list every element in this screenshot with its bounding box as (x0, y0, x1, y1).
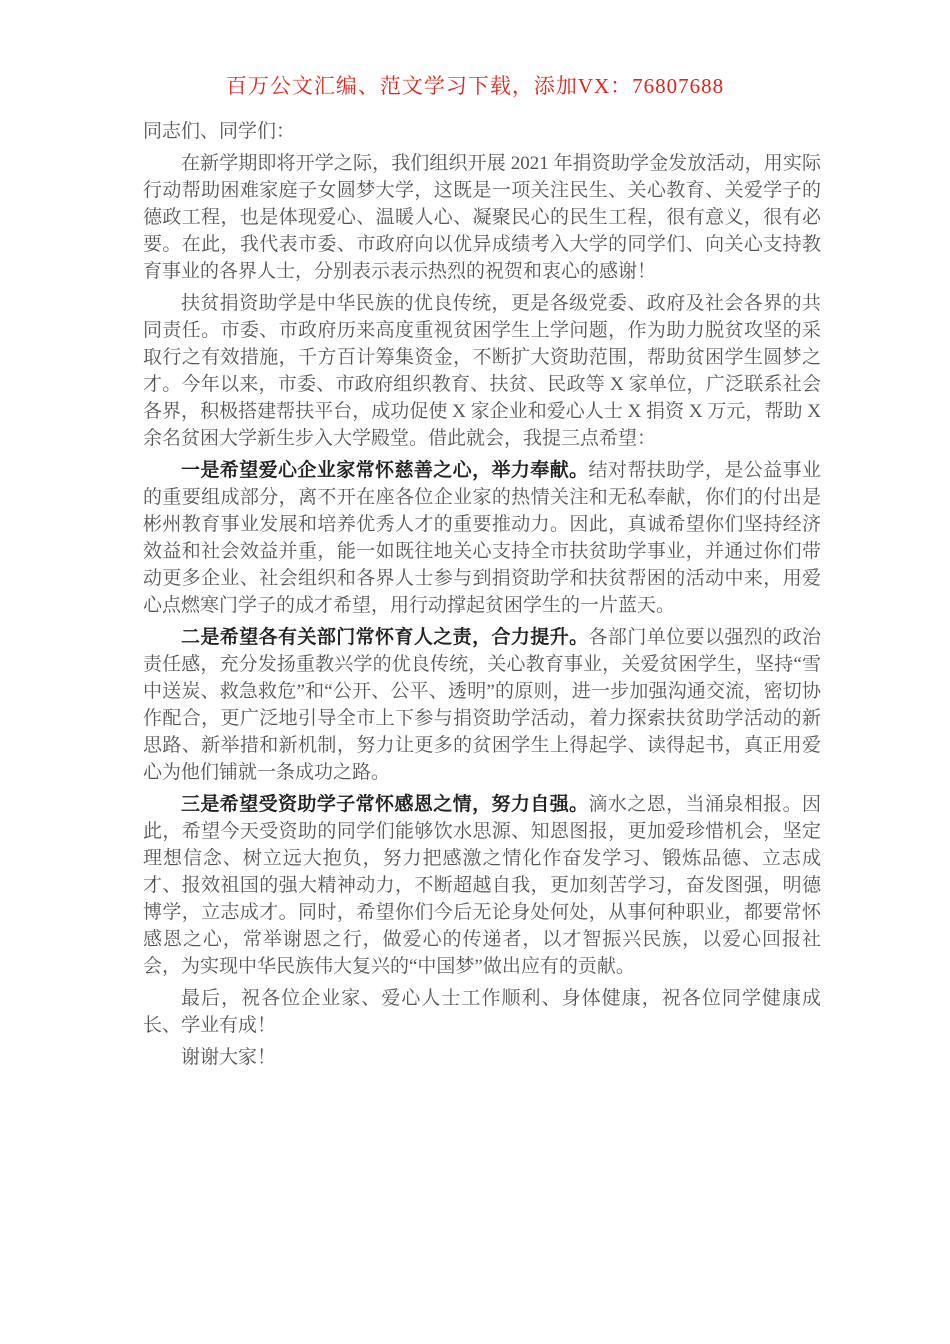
paragraph-hope-3-text: 滴水之恩，当涌泉相报。因此，希望今天受资助的同学们能够饮水思源、知恩图报，更加爱珍惜机会，坚定理想信念、树立远大抱负，努力把感激之情化作奋发学习、锻炼品德、立志成才、报效祖国的强大精神动力，不断超越自我，更加刻苦学习，奋发图强，明德博学，立志成才。同时，希望你们今后无论身处何处，从事何种职业，都要常怀感恩之心，常举谢恩之行，做爱心的传递者，以才智振兴民族，以爱心回报社会，为实现中华民族伟大复兴的“中国梦”做出应有的贡献。 (143, 794, 821, 977)
paragraph-hope-3 (143, 791, 821, 980)
paragraph-background (143, 290, 821, 452)
paragraph-hope-2-text: 各部门单位要以强烈的政治责任感，充分发扬重教兴学的优良传统，关心教育事业，关爱贫困学生，坚持“雪中送炭、救急救危”和“公开、公平、透明”的原则，进一步加强沟通交流，密切协作配合，更广泛地引导全市上下参与捐资助学活动，着力探索扶贫助学活动的新思路、新举措和新机制，努力让更多的贫困学生上得起学、读得起书，真正用爱心为他们铺就一条成功之路。 (143, 627, 821, 783)
paragraph-hope-1 (143, 457, 821, 619)
promo-banner: 百万公文汇编、范文学习下载，添加VX：76807688 (225, 74, 725, 98)
paragraph-hope-2 (143, 624, 821, 786)
paragraph-thanks-text: 谢谢大家！ (181, 1047, 277, 1068)
paragraph-hope-2-heading: 二是希望各有关部门常怀育人之责，合力提升。 (181, 627, 589, 648)
paragraph-intro (143, 150, 821, 285)
paragraph-hope-1-text: 结对帮扶助学，是公益事业的重要组成部分，离不开在座各位企业家的热情关注和无私奉献，你们的付出是彬州教育事业发展和培养优秀人才的重要推动力。因此，真诚希望你们坚持经济效益和社会效益并重，能一如既往地关心支持全市扶贫助学事业，并通过你们带动更多企业、社会组织和各界人士参与到捐资助学和扶贫帮困的活动中来，用爱心点燃寒门学子的成才希望，用行动撑起贫困学生的一片蓝天。 (143, 460, 821, 616)
paragraph-closing-wishes (143, 985, 821, 1039)
paragraph-thanks (143, 1044, 821, 1071)
salutation: 同志们、同学们： (143, 121, 296, 142)
document-body (143, 118, 821, 1076)
paragraph-hope-3-heading: 三是希望受资助学子常怀感恩之情，努力自强。 (181, 794, 589, 815)
paragraph-closing-wishes-text: 最后，祝各位企业家、爱心人士工作顺利、身体健康，祝各位同学健康成长、学业有成！ (143, 988, 821, 1036)
paragraph-background-text: 扶贫捐资助学是中华民族的优良传统，更是各级党委、政府及社会各界的共同责任。市委、市政府历来高度重视贫困学生上学问题，作为助力脱贫攻坚的采取行之有效措施，千方百计筹集资金，不断扩大资助范围，帮助贫困学生圆梦之才。今年以来，市委、市政府组织教育、扶贫、民政等 X 家单位，广泛联系社会各界，积极搭建帮扶平台，成功促使 X 家企业和爱心人士 X 捐资 X 万元，帮助 X 余名贫困大学新生步入大学殿堂。借此就会，我提三点希望： (143, 293, 821, 449)
paragraph-intro-text: 在新学期即将开学之际，我们组织开展 2021 年捐资助学金发放活动，用实际行动帮助困难家庭子女圆梦大学，这既是一项关注民生、关心教育、关爱学子的德政工程，也是体现爱心、温暖人心、凝聚民心的民生工程，很有意义，很有必要。在此，我代表市委、市政府向以优异成绩考入大学的同学们、向关心支持教育事业的各界人士，分别表示表示热烈的祝贺和衷心的感谢！ (143, 153, 821, 282)
paragraph-hope-1-heading: 一是希望爱心企业家常怀慈善之心，举力奉献。 (181, 460, 589, 481)
